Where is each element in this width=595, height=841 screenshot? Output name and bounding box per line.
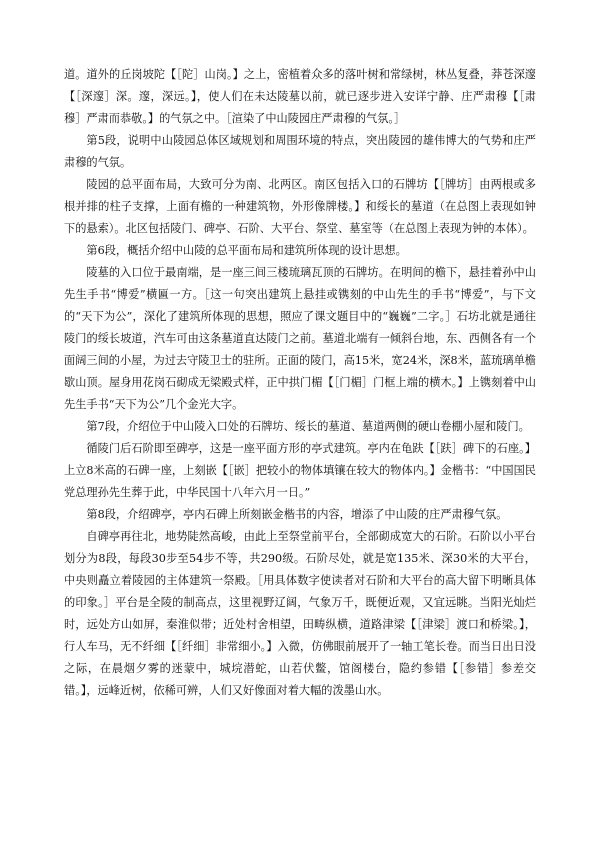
- paragraph-layout: 陵园的总平面布局，大致可分为南、北两区。南区包括入口的石牌坊【［牌坊］由两根或多根并排的柱子支撑，上面有檐的一种建筑物，外形像牌楼。】和绥长的墓道（在总图上表现如钟下的悬索）。北区包括陵门、碑亭、石阶、大平台、祭堂、墓室等（在总图上表现为钟的本体）。: [64, 178, 536, 235]
- paragraph-analysis-5: 第5段，说明中山陵园总体区域规划和周围环境的特点，突出陵园的雄伟博大的气势和庄严肃穆的气氛。: [64, 134, 536, 169]
- paragraph-analysis-8: 第8段，介绍碑亭，亭内石碑上所刻嵌金楷书的内容，增添了中山陵的庄严肃穆气氛。: [86, 508, 508, 521]
- paragraph-stele-pavilion: 循陵门后石阶即至碑亭，这是一座平面方形的亭式建筑。亭内在龟趺【［趺］碑下的石座。】上立8米高的石碑一座，上刻嵌【［嵌］把较小的物体填镶在较大的物体内。】金楷书：“中国国民党总理孙先生葬于此，中华民国十八年六月一日。”: [64, 442, 536, 499]
- paragraph-entrance: 陵墓的入口位于最南端，是一座三间三楼琉璃瓦顶的石牌坊。在明间的檐下，悬挂着孙中山先生手书“博爱”横匾一方。［这一句突出建筑上悬挂或镌刻的中山先生的手书“博爱”，与下文的“天下为公”，深化了建筑所体现的思想，照应了课文题目中的“巍巍”二字。］石坊北就是通往陵门的绥长坡道，汽车可由这条墓道直达陵门之前。墓道北端有一倾斜台地，东、西侧各有一个面阔三间的小屋，为过去守陵卫士的驻所。正面的陵门，高15米，宽24米，深8米，蓝琉璃单檐歇山顶。屋身用花岗石砌成无梁殿式样，正中拱门楣【［门楣］门框上端的横木。】上镌刻着中山先生手书“天下为公”几个金光大字。: [64, 266, 536, 411]
- paragraph-stairs-platform: 自碑亭再往北，地势陡然高峻，由此上至祭堂前平台，全部砌成宽大的石阶。石阶以小平台划分为8段，每段30步至54步不等，共290级。石阶尽处，就是宽135米、深30米的大平台，中央则矗立着陵园的主体建筑一祭殿。［用具体数字使读者对石阶和大平台的高大留下明晰具体的印象。］平台是全陵的制高点，这里视野辽阔，气象万千，既便近观，又宜远眺。当阳光灿烂时，远处方山如屏，秦淮似带；近处村舍相望，田畴纵横，道路津梁【［津梁］渡口和桥梁。】，行人车马，无不纤细【［纤细］非常细小。】入微，仿佛眼前展开了一轴工笔长卷。而当日出日没之际，在晨烟夕雾的迷蒙中，城垸潜蛇，山若伏鳖，馆阁楼台，隐约参错【［参错］参差交错。】，远峰近树，依稀可辨，人们又好像面对着大幅的泼墨山水。: [64, 530, 536, 697]
- document-page: [64, 64, 536, 702]
- paragraph-analysis-6: 第6段，概括介绍中山陵的总平面布局和建筑所体现的设计思想。: [86, 244, 407, 257]
- paragraph-continuation: 道。道外的丘岗坡陀【［陀］山岗。】之上，密植着众多的落叶树和常绿树，林丛复叠，莽苍深邃【［深邃］深。邃，深远。】，使人们在未达陵墓以前，就已逐步进入安详宁静、庄严肃穆【［肃穆］严肃而恭敬。】的气氛之中。［渲染了中山陵园庄严肃穆的气氛。］: [64, 68, 536, 125]
- paragraph-analysis-7: 第7段，介绍位于中山陵入口处的石牌坊、绥长的墓道、墓道两侧的硬山卷棚小屋和陵门。: [86, 420, 530, 433]
